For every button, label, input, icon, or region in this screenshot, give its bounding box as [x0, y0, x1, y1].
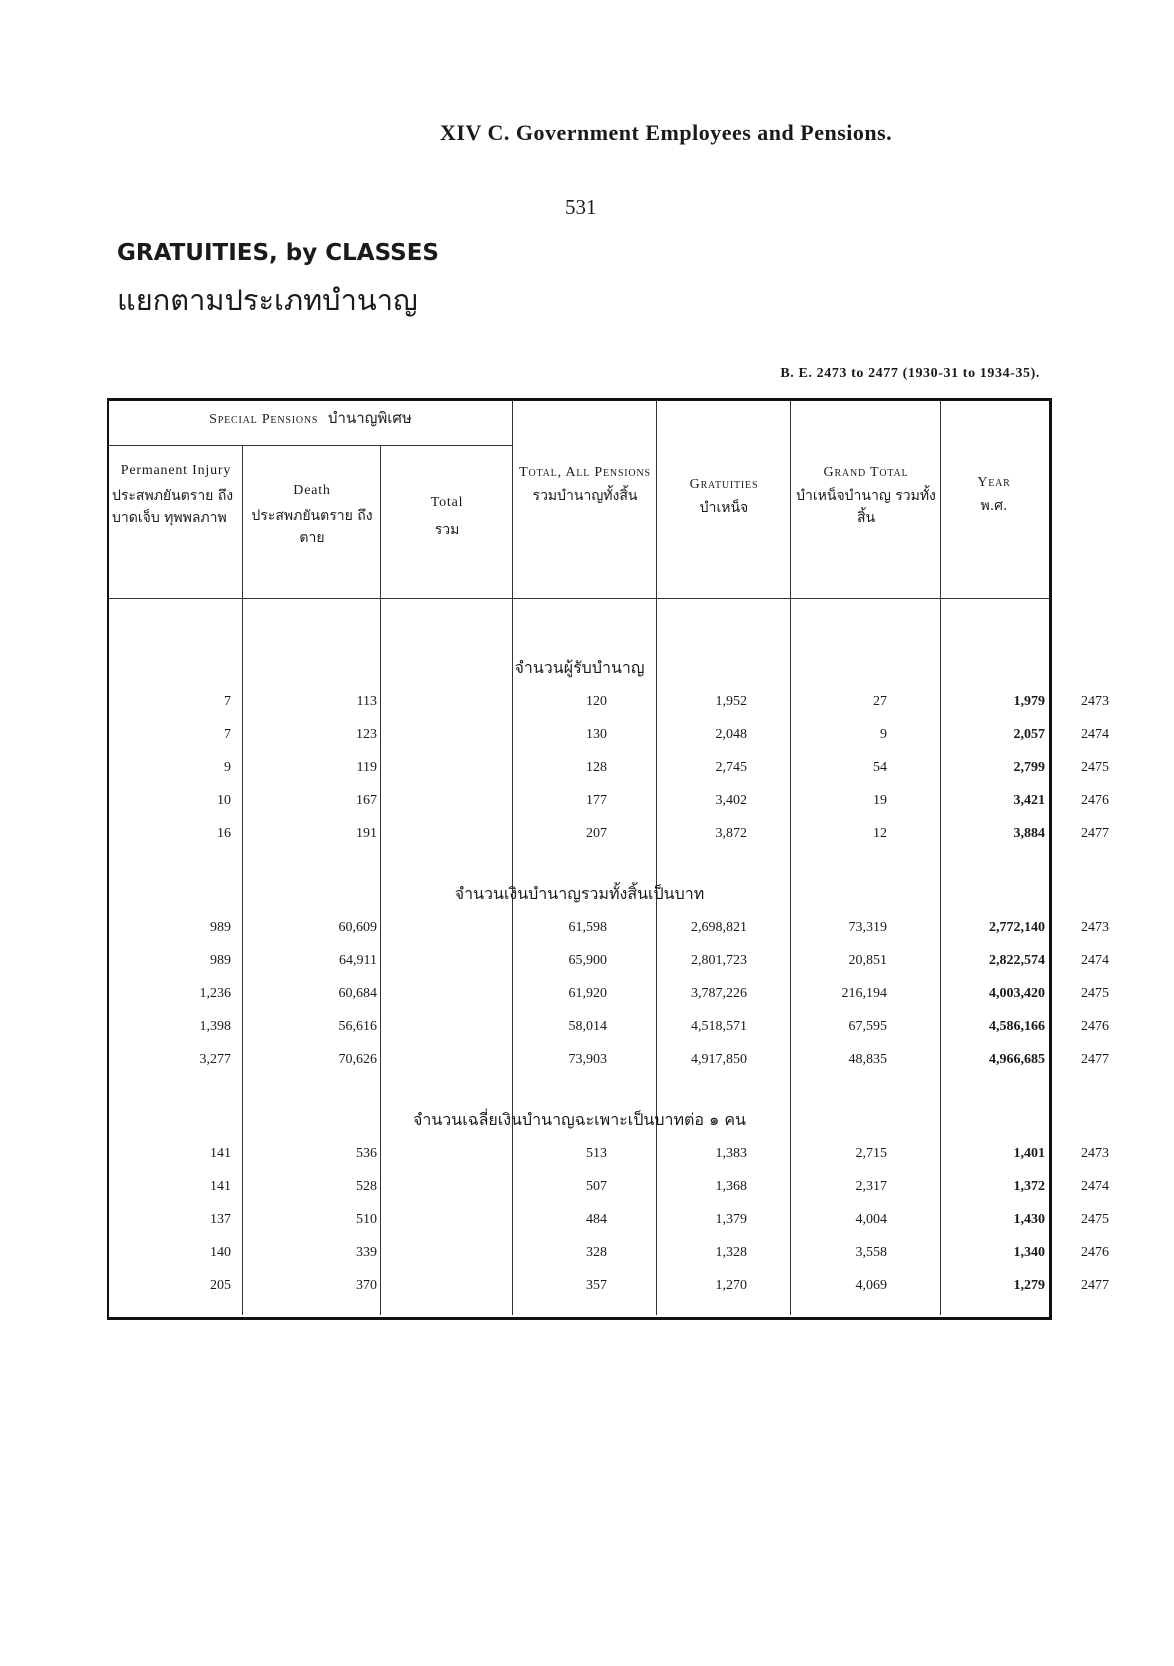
cell-grand-total: 1,340	[1013, 1245, 1045, 1260]
header-death	[244, 482, 380, 549]
cell-year: 2477	[1081, 1278, 1109, 1293]
cell-gratuities: 9	[880, 727, 887, 742]
cell-grand-total: 1,430	[1013, 1212, 1045, 1227]
cell-grand-total: 2,057	[1013, 727, 1045, 742]
cell-total: 65,900	[568, 953, 607, 968]
cell-injury: 141	[210, 1146, 231, 1161]
column-divider	[940, 400, 941, 1315]
header-grand-total-th: บำเหน็จบำนาญ รวมทั้งสิ้น	[796, 488, 936, 526]
cell-death: 339	[356, 1245, 377, 1260]
cell-death: 64,911	[339, 953, 377, 968]
cell-death: 191	[356, 826, 377, 841]
cell-total: 507	[586, 1179, 607, 1194]
cell-all-pensions: 2,048	[715, 727, 747, 742]
cell-injury: 9	[224, 760, 231, 775]
cell-gratuities: 2,317	[855, 1179, 887, 1194]
cell-all-pensions: 4,518,571	[691, 1019, 747, 1034]
header-total-all-pensions-en: Total, All Pensions	[519, 465, 651, 480]
cell-all-pensions: 3,872	[715, 826, 747, 841]
cell-injury: 16	[217, 826, 231, 841]
header-permanent-injury-th: ประสพภยันตราย ถึงบาดเจ็บ ทุพพลภาพ	[112, 488, 234, 526]
cell-total: 357	[586, 1278, 607, 1293]
cell-total: 513	[586, 1146, 607, 1161]
cell-injury: 1,398	[199, 1019, 231, 1034]
cell-gratuities: 73,319	[848, 920, 887, 935]
cell-year: 2475	[1081, 1212, 1109, 1227]
cell-year: 2476	[1081, 1245, 1109, 1260]
page-number: 531	[565, 195, 597, 219]
header-grand-total	[792, 464, 940, 529]
cell-grand-total: 1,372	[1013, 1179, 1045, 1194]
cell-grand-total: 2,772,140	[989, 920, 1045, 935]
header-gratuities-en: Gratuities	[689, 477, 759, 492]
cell-death: 70,626	[338, 1052, 377, 1067]
cell-grand-total: 4,003,420	[989, 986, 1045, 1001]
section-heading: XIV C. Government Employees and Pensions.	[440, 120, 893, 145]
cell-all-pensions: 2,801,723	[691, 953, 747, 968]
table-row	[107, 1179, 1109, 1207]
cell-injury: 205	[210, 1278, 231, 1293]
cell-total: 130	[586, 727, 607, 742]
cell-injury: 10	[217, 793, 231, 808]
cell-death: 60,609	[338, 920, 377, 935]
header-year	[942, 474, 1046, 517]
cell-injury: 141	[210, 1179, 231, 1194]
table-row	[107, 953, 1109, 981]
cell-death: 60,684	[338, 986, 377, 1001]
header-total	[382, 494, 512, 541]
cell-injury: 989	[210, 920, 231, 935]
table-row	[107, 793, 1109, 821]
cell-injury: 1,236	[199, 986, 231, 1001]
cell-year: 2474	[1081, 953, 1109, 968]
page-title: GRATUITIES, by CLASSES	[117, 240, 439, 266]
cell-death: 56,616	[338, 1019, 377, 1034]
header-grand-total-en: Grand Total	[823, 465, 909, 480]
column-divider	[790, 400, 791, 1315]
header-total-en: Total	[430, 495, 464, 510]
header-total-th: รวม	[434, 522, 460, 538]
cell-grand-total: 1,279	[1013, 1278, 1045, 1293]
cell-total: 58,014	[568, 1019, 607, 1034]
cell-grand-total: 3,421	[1013, 793, 1045, 808]
cell-grand-total: 2,799	[1013, 760, 1045, 775]
header-divider-special	[109, 445, 512, 446]
cell-all-pensions: 1,368	[715, 1179, 747, 1194]
header-year-en: Year	[977, 475, 1011, 490]
cell-injury: 140	[210, 1245, 231, 1260]
cell-injury: 7	[224, 694, 231, 709]
cell-all-pensions: 1,952	[715, 694, 747, 709]
cell-gratuities: 67,595	[848, 1019, 887, 1034]
header-year-th: พ.ศ.	[980, 498, 1008, 514]
cell-death: 113	[356, 694, 377, 709]
cell-year: 2473	[1081, 920, 1109, 935]
header-permanent-injury-en: Permanent Injury	[120, 463, 232, 478]
cell-year: 2477	[1081, 1052, 1109, 1067]
table-row	[107, 727, 1109, 755]
cell-injury: 3,277	[199, 1052, 231, 1067]
header-death-th: ประสพภยันตราย ถึงตาย	[251, 508, 373, 546]
cell-death: 370	[356, 1278, 377, 1293]
cell-death: 528	[356, 1179, 377, 1194]
cell-gratuities: 4,069	[855, 1278, 887, 1293]
cell-death: 167	[356, 793, 377, 808]
table-row	[107, 1278, 1109, 1306]
column-divider	[656, 400, 657, 1315]
header-special-pensions-en: Special Pensions	[209, 412, 319, 427]
header-death-en: Death	[293, 483, 331, 498]
cell-gratuities: 2,715	[855, 1146, 887, 1161]
cell-total: 120	[586, 694, 607, 709]
cell-grand-total: 2,822,574	[989, 953, 1045, 968]
cell-gratuities: 54	[873, 760, 887, 775]
table-row	[107, 1245, 1109, 1273]
header-special-pensions	[109, 410, 512, 428]
cell-all-pensions: 4,917,850	[691, 1052, 747, 1067]
header-special-pensions-th: บำนาญพิเศษ	[328, 409, 412, 427]
table-row	[107, 1052, 1109, 1080]
column-divider	[512, 400, 513, 1315]
cell-total: 61,920	[568, 986, 607, 1001]
cell-gratuities: 48,835	[848, 1052, 887, 1067]
cell-gratuities: 12	[873, 826, 887, 841]
cell-total: 61,598	[568, 920, 607, 935]
cell-year: 2477	[1081, 826, 1109, 841]
cell-all-pensions: 3,402	[715, 793, 747, 808]
cell-all-pensions: 1,328	[715, 1245, 747, 1260]
table-row	[107, 760, 1109, 788]
cell-all-pensions: 1,383	[715, 1146, 747, 1161]
cell-gratuities: 4,004	[855, 1212, 887, 1227]
cell-death: 123	[356, 727, 377, 742]
table-row	[107, 1146, 1109, 1174]
section-label-average-amount: จำนวนเฉลี่ยเงินบำนาญฉะเพาะเป็นบาทต่อ ๑ คน	[413, 1110, 746, 1129]
header-total-all-pensions-th: รวมบำนาญทั้งสิ้น	[532, 488, 638, 504]
cell-year: 2473	[1081, 1146, 1109, 1161]
cell-gratuities: 20,851	[848, 953, 887, 968]
cell-death: 119	[356, 760, 377, 775]
cell-grand-total: 1,979	[1013, 694, 1045, 709]
cell-total: 207	[586, 826, 607, 841]
cell-all-pensions: 2,698,821	[691, 920, 747, 935]
cell-gratuities: 216,194	[841, 986, 887, 1001]
cell-year: 2475	[1081, 986, 1109, 1001]
cell-total: 73,903	[568, 1052, 607, 1067]
cell-all-pensions: 1,379	[715, 1212, 747, 1227]
cell-grand-total: 1,401	[1013, 1146, 1045, 1161]
cell-year: 2475	[1081, 760, 1109, 775]
cell-total: 177	[586, 793, 607, 808]
table-row	[107, 826, 1109, 854]
cell-grand-total: 3,884	[1013, 826, 1045, 841]
cell-total: 328	[586, 1245, 607, 1260]
table-row	[107, 920, 1109, 948]
cell-all-pensions: 2,745	[715, 760, 747, 775]
cell-year: 2474	[1081, 727, 1109, 742]
table-row	[107, 1212, 1109, 1240]
header-permanent-injury	[112, 462, 240, 529]
header-divider-bottom	[109, 598, 1049, 599]
cell-injury: 7	[224, 727, 231, 742]
cell-injury: 137	[210, 1212, 231, 1227]
cell-gratuities: 27	[873, 694, 887, 709]
cell-year: 2476	[1081, 793, 1109, 808]
cell-all-pensions: 3,787,226	[691, 986, 747, 1001]
table-row	[107, 986, 1109, 1014]
cell-gratuities: 19	[873, 793, 887, 808]
page-title-thai: แยกตามประเภทบำนาญ	[117, 283, 418, 317]
cell-gratuities: 3,558	[855, 1245, 887, 1260]
cell-death: 536	[356, 1146, 377, 1161]
section-label-total-amount: จำนวนเงินบำนาญรวมทั้งสิ้นเป็นบาท	[454, 884, 705, 903]
period-label: B. E. 2473 to 2477 (1930-31 to 1934-35).	[780, 366, 1040, 381]
table-row	[107, 694, 1109, 722]
cell-total: 484	[586, 1212, 607, 1227]
section-label-recipients: จำนวนผู้รับบำนาญ	[514, 658, 645, 677]
table-row	[107, 1019, 1109, 1047]
cell-grand-total: 4,966,685	[989, 1052, 1045, 1067]
cell-year: 2473	[1081, 694, 1109, 709]
cell-injury: 989	[210, 953, 231, 968]
cell-death: 510	[356, 1212, 377, 1227]
cell-total: 128	[586, 760, 607, 775]
cell-year: 2476	[1081, 1019, 1109, 1034]
cell-year: 2474	[1081, 1179, 1109, 1194]
header-total-all-pensions	[514, 464, 656, 507]
header-gratuities-th: บำเหน็จ	[699, 500, 749, 516]
cell-all-pensions: 1,270	[715, 1278, 747, 1293]
header-gratuities	[658, 476, 790, 519]
cell-grand-total: 4,586,166	[989, 1019, 1045, 1034]
